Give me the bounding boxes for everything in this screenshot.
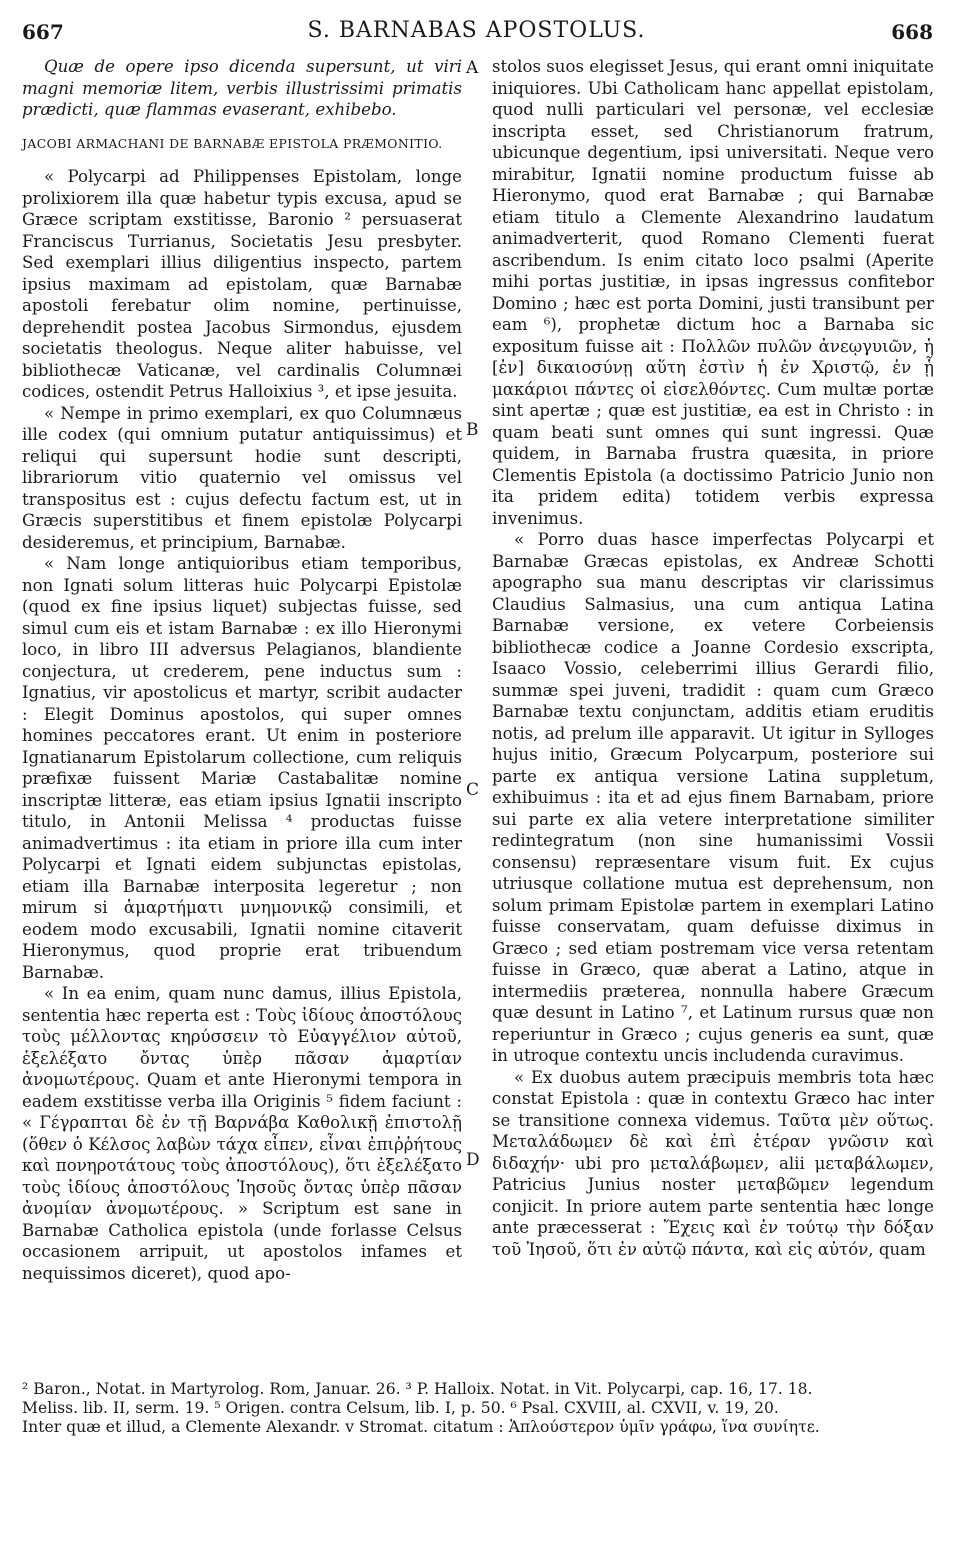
footnote-line-2: Meliss. lib. II, serm. 19. ⁵ Origen. contra Celsum, lib. I, p. 50. ⁶ Psal. CXVIII, al. CXVII, v. 19, 20.: [22, 1399, 779, 1417]
margin-letter-d: D: [466, 1150, 480, 1170]
running-header: [0, 16, 953, 52]
left-paragraph-4: « In ea enim, quam nunc damus, illius Epistola, sententia hæc reperta est : Τοὺς ἰδίους ἀποστόλους τοὺς μέλλοντας κηρύσσειν τὸ Εὐαγγέλιον αὐτοῦ, ἐξελέξατο ὄντας ὑπὲρ πᾶσαν ἁμαρτίαν ἀνομωτέρους. Quam et ante Hieronymi tempora in eadem exstitisse verba illa Originis ⁵ fidem faciunt : « Γέγραπται δὲ ἐν τῇ Βαρνάβα Καθολικῇ ἐπιστολῇ (ὅθεν ὁ Κέλσος λαβὼν τάχα εἶπεν, εἶναι ἐπιῤῥήτους καὶ πονηροτάτους τοὺς ἀποστόλους), ὅτι ἐξελέξατο τοὺς ἰδίους ἀποστόλους Ἰησοῦς ὄντας ὑπὲρ πᾶσαν ἀνομίαν ἀνομωτέρους. » Scriptum est sane in Barnabæ Catholica epistola (unde forlasse Celsus occasionem arripuit, ut apostolos infames et nequissimos diceret), quod apo-: [22, 984, 462, 1283]
page-number-left: 667: [22, 20, 64, 44]
footnotes: [22, 1380, 934, 1437]
footnote-line-1: ² Baron., Notat. in Martyrolog. Rom, Januar. 26. ³ P. Halloix. Notat. in Vit. Polycarpi, cap. 16, 17. 18.: [22, 1380, 813, 1398]
page-number-right: 668: [891, 20, 933, 44]
left-column: [22, 56, 462, 1284]
margin-letter-a: A: [466, 58, 479, 78]
right-paragraph-1: stolos suos elegisset Jesus, qui erant omni iniquitate iniquiores. Ubi Catholicam hanc appellat epistolam, quod nulli particulari vel personæ, vel ecclesiæ inscripta esset, sed Christianorum fratrum, ubicunque degentium, ipsi universitati. Neque vero mirabitur, Ignatii nomine productum fuisse ab Hieronymo, quod erat Barnabæ ; qui Barnabæ etiam titulo a Clemente Alexandrino laudatum animadverterit, quod Romano Clementi fuerat ascribendum. Is enim citato loco psalmi (Aperite mihi portas justitiæ, in ipsas ingressus confitebor Domino ; hæc est porta Domini, justi transibunt per eam ⁶), prophetæ dictum hoc a Barnaba sic expositum fuisse ait : Πολλῶν πυλῶν ἀνεῳγυιῶν, ἡ [ἐν] δικαιοσύνῃ αὕτη ἐστὶν ἡ ἐν Χριστῷ, ἐν ᾗ μακάριοι πάντες οἱ εἰσελθόντες. Cum multæ portæ sint apertæ ; quæ est justitiæ, ea est in Christo : in quam beati sunt omnes qui sunt ingressi. Quæ quidem, in Barnaba frustra quæsita, in priore Clementis Epistola (a doctissimo Patricio Junio non ita pridem edita) totidem verbis expressa invenimus.: [492, 57, 934, 528]
right-paragraph-3: « Ex duobus autem præcipuis membris tota hæc constat Epistola : quæ in contextu Græco hac inter se transitione connexa videmus. Ταῦτα μὲν οὕτως. Μεταλάδωμεν δὲ καὶ ἐπὶ ἑτέραν γνῶσιν καὶ διδαχήν· ubi pro μεταλάβωμεν, alii μεταβάλωμεν, Patricius Junius noster μεταβῶμεν legendum conjicit. In priore autem parte sententia hæc longe ante præcesserat : Ἔχεις καὶ ἐν τούτῳ τὴν δόξαν τοῦ Ἰησοῦ, ὅτι ἐν αὐτῷ πάντα, καὶ εἰς αὐτόν, quam: [492, 1067, 934, 1259]
margin-letter-b: B: [466, 420, 479, 440]
margin-letter-c: C: [466, 780, 480, 800]
right-paragraph-2: « Porro duas hasce imperfectas Polycarpi et Barnabæ Græcas epistolas, ex Andreæ Schotti apographo sua manu descriptas vir clarissimus Claudius Salmasius, una cum antiqua Latina Barnabæ versione, ex vetere Corbeiensis bibliothecæ codice a Joanne Cordesio exscripta, Isaaco Vossio, celeberrimi illius Gerardi filio, summæ spei juveni, tradidit : quam cum Græco Barnabæ textu conjunctam, additis etiam eruditis notis, ad prelum ille apparavit. Ut igitur in Sylloges hujus initio, Græcum Polycarpum, posteriore sui parte ex antiqua versione Latina suppletum, exhibuimus : ita et ad ejus finem Barnabam, priore sui parte ex alia vetere interpretatione similiter redintegratum (non sine humanissimi Vossii consensu) repræsentare visum fuit. Ex cujus utriusque collatione mutua est deprehensum, non solum primam Epistolæ partem in exemplari Latino fuisse conservatam, quam defuisse diximus in Græco ; sed etiam postremam vice versa retentam fuisse in Græco, quæ aberat a Latino, atque in intermediis præterea, nonnulla habere Græcum quæ desunt in Latino ⁷, et Latinum rursus quæ non reperiuntur in Græco ; cujus generis ea sunt, quæ in utroque contextu uncis includenda curavimus.: [492, 530, 934, 1065]
running-title: S. BARNABAS APOSTOLUS.: [307, 18, 646, 43]
footnote-line-3: Inter quæ et illud, a Clemente Alexandr. v Stromat. citatum : Ἁπλούστερον ὑμῖν γράφω, ἵνα συνίητε.: [22, 1418, 820, 1436]
right-column: [492, 56, 934, 1260]
left-paragraph-2: « Nempe in primo exemplari, ex quo Columnæus ille codex (qui omnium putatur antiquissimus) et reliqui qui supersunt hodie sunt descripti, librariorum vitio quaternio vel omissus vel transpositus est : cujus defectu factum est, ut in Græcis superstitibus et finem epistolæ Polycarpi desideremus, et principium, Barnabæ.: [22, 403, 462, 552]
left-paragraph-1: « Polycarpi ad Philippenses Epistolam, longe prolixiorem illa quæ habetur typis excusa, apud se Græce scriptam exstitisse, Baronio ² persuaserat Franciscus Turrianus, Societatis Jesu presbyter. Sed exemplari illius diligentius inspecto, partem ipsius maximam ad epistolam, quæ Barnabæ apostoli ferebatur olim nomine, pertinuisse, deprehendit postea Jacobus Sirmondus, ejusdem societatis theologus. Neque aliter habuisse, vel bibliothecæ Vaticanæ, vel cardinalis Columnæi codices, ostendit Petrus Halloixius ³, et ipse jesuita.: [22, 167, 462, 401]
intro-paragraph: Quæ de opere ipso dicenda supersunt, ut viri magni memoriæ litem, verbis illustrissimi primatis prædicti, quæ flammas evaserant, exhibebo.: [22, 57, 462, 119]
left-paragraph-3: « Nam longe antiquioribus etiam temporibus, non Ignati solum litteras huic Polycarpi Epistolæ (quod ex fine ipsius liquet) subjectas fuisse, sed simul cum eis et istam Barnabæ : ex illo Hieronymi loco, in libro III adversus Pelagianos, blandiente conjectura, ut crederem, pene inductus sum : Ignatius, vir apostolicus et martyr, scribit audacter : Elegit Dominus apostolos, qui super omnes homines peccatores erant. Ut enim in posteriore Ignatianarum Epistolarum collectione, cum reliquis præfixæ fuissent Mariæ Castabalitæ nomine inscriptæ litteræ, eas etiam ipsius Ignatii inscripto titulo, in Antonii Melissa ⁴ productas fuisse animadvertimus : ita etiam in priore illa cum inter Polycarpi et Ignati eidem subjunctas epistolas, etiam illa Barnabæ interposita legeretur ; non mirum si ἁμαρτήματι μνημονικῷ consimili, et eodem modo excusabili, Ignatii nomine citaverit Hieronymus, quod proprie erat tribuendum Barnabæ.: [22, 554, 462, 982]
section-heading: JACOBI ARMACHANI DE BARNABÆ EPISTOLA PRÆMONITIO.: [22, 135, 443, 151]
